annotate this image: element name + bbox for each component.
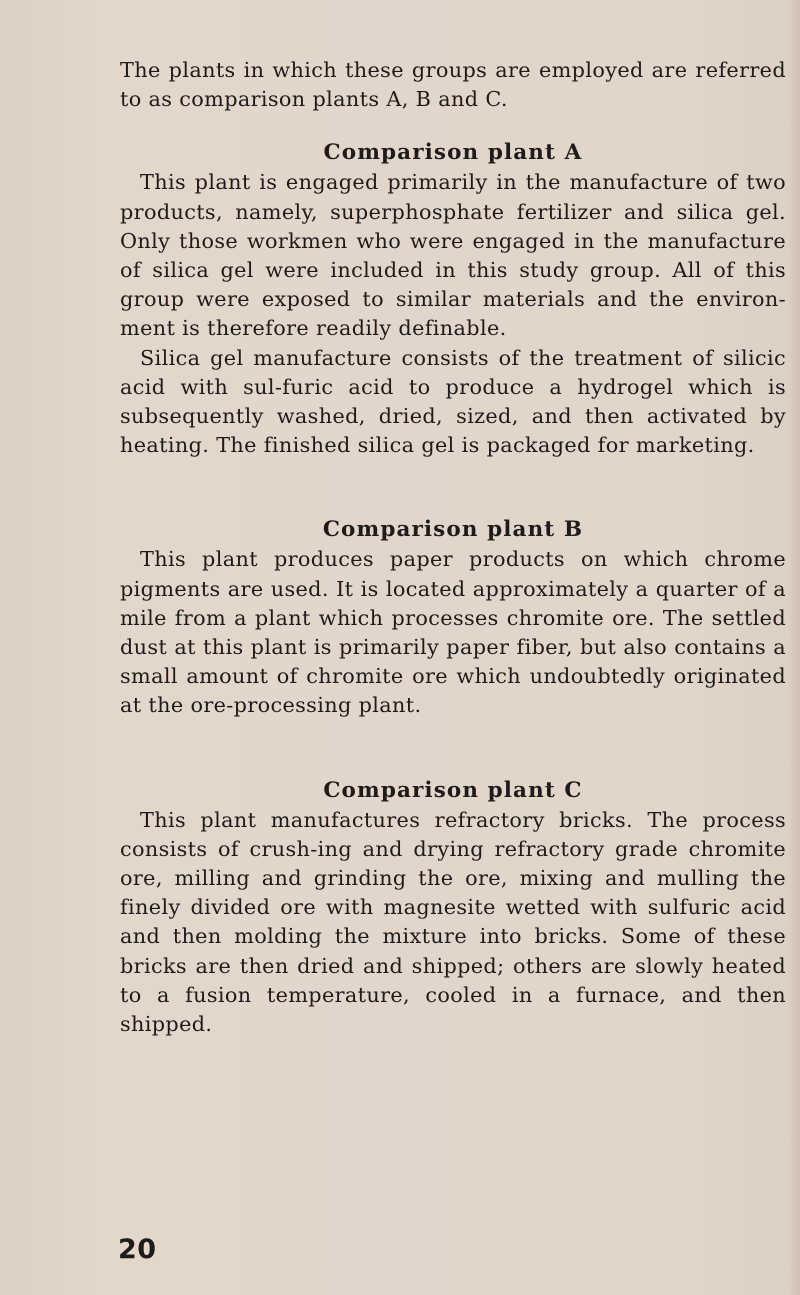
section-heading: Comparison plant A bbox=[323, 140, 583, 166]
body-paragraph: Silica gel manufacture consists of the treatment of silicic acid with sul-furic acid to produce a hydrogel which is subsequently washed, dried, sized, and then activated by heating. The finished silica gel is packaged for marketing. bbox=[120, 345, 786, 458]
page-number: 20 bbox=[118, 1234, 157, 1265]
body-paragraph: This plant is engaged primarily in the manufacture of two products, namely, superphosphate fertilizer and silica gel. Only those workmen who were engaged in the manufacture of silica gel were included in this study group. All of this group were exposed to similar materials and the environ-ment is therefore readily definable. bbox=[120, 170, 786, 341]
body-paragraph: This plant manufactures refractory bricks. The process consists of crush-ing and drying refractory grade chromite ore, milling and grinding the ore, mixing and mulling the finely divided ore with magnesite wetted with sulfuric acid and then molding the mixture into bricks. Some of these bricks are then dried and shipped; others are slowly heated to a fusion temperature, cooled in a furnace, and then shipped. bbox=[120, 807, 786, 1037]
body-paragraph: This plant produces paper products on which chrome pigments are used. It is located approximately a quarter of a mile from a plant which processes chromite ore. The settled dust at this plant is primarily paper fiber, but also contains a small amount of chromite ore which undoubtedly originated at the ore-processing plant. bbox=[120, 547, 786, 718]
page-edge-shadow bbox=[788, 0, 800, 1295]
section-heading: Comparison plant B bbox=[322, 517, 584, 543]
section-comparison-plant-b bbox=[120, 515, 786, 720]
section-comparison-plant-c bbox=[120, 776, 786, 1040]
section-comparison-plant-a bbox=[120, 138, 786, 460]
section-heading: Comparison plant C bbox=[323, 777, 583, 803]
text-column bbox=[120, 56, 786, 1039]
intro-paragraph: The plants in which these groups are employed are referred to as comparison plants A, B and C. bbox=[120, 58, 786, 112]
